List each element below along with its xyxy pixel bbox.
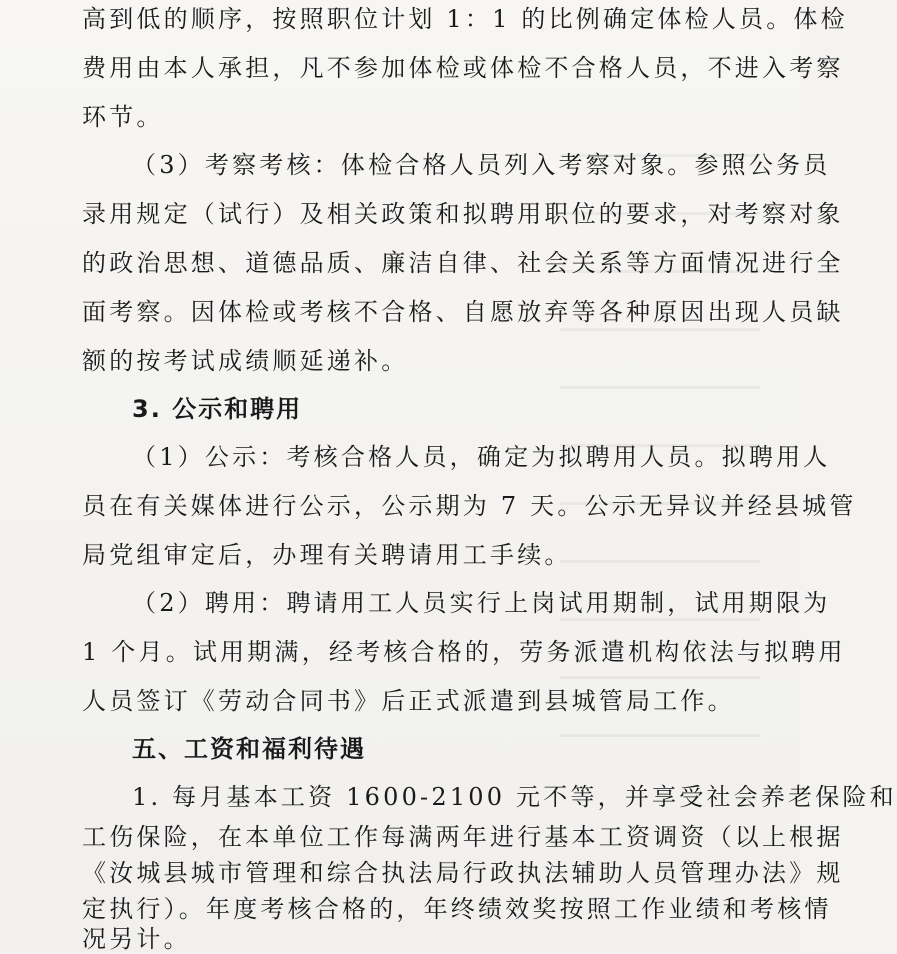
text-line-11: 员在有关媒体进行公示，公示期为 7 天。公示无异议并经县城管 [82,492,857,520]
section-heading-3: 3. 公示和聘用 [132,395,303,423]
text-line-5: 录用规定（试行）及相关政策和拟聘用职位的要求，对考察对象 [82,200,844,228]
text-line-20: 定执行）。年度考核合格的，年终绩效奖按照工作业绩和考核情 [82,895,832,923]
text-line-17: 1. 每月基本工资 1600-2100 元不等，并享受社会养老保险和 [132,783,897,811]
text-line-8: 额的按考试成绩顺延递补。 [82,347,409,375]
text-line-3: 环节。 [82,103,164,131]
text-line-10: （1）公示：考核合格人员，确定为拟聘用人员。拟聘用人 [132,443,831,471]
text-line-13: （2）聘用：聘请用工人员实行上岗试用期制，试用期限为 [132,589,831,617]
text-line-6: 的政治思想、道德品质、廉洁自律、社会关系等方面情况进行全 [82,249,844,277]
text-line-15: 人员签订《劳动合同书》后正式派遣到县城管局工作。 [82,687,735,715]
text-line-4: （3）考察考核：体检合格人员列入考察对象。参照公务员 [132,151,831,179]
text-line-1: 高到低的顺序，按照职位计划 1：1 的比例确定体检人员。体检 [82,5,848,33]
text-line-14: 1 个月。试用期满，经考核合格的，劳务派遣机构依法与拟聘用 [82,638,846,666]
text-line-12: 局党组审定后，办理有关聘请用工手续。 [82,541,572,569]
section-heading-5: 五、工资和福利待遇 [132,735,366,763]
text-line-7: 面考察。因体检或考核不合格、自愿放弃等各种原因出现人员缺 [82,298,844,326]
text-line-2: 费用由本人承担，凡不参加体检或体检不合格人员，不进入考察 [82,54,844,82]
text-line-18: 工伤保险，在本单位工作每满两年进行基本工资调资（以上根据 [82,823,844,851]
text-line-21: 况另计。 [82,925,191,953]
text-line-19: 《汝城县城市管理和综合执法局行政执法辅助人员管理办法》规 [82,859,844,887]
